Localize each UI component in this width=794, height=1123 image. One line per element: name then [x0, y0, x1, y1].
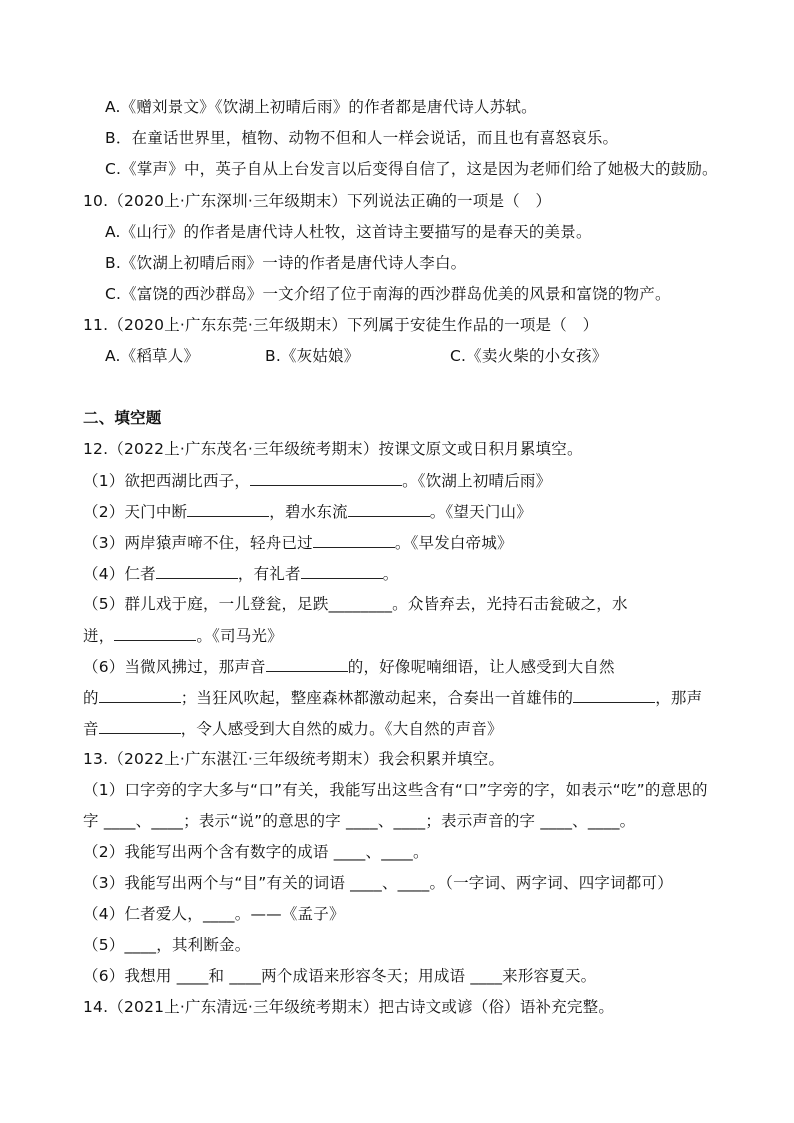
text-segment: （4）仁者	[83, 565, 156, 583]
q13-item-5: （5）____，其利断金。	[83, 936, 251, 954]
q13-item-4: （4）仁者爱人，____。——《孟子》	[83, 905, 345, 923]
answer-blank[interactable]	[187, 500, 269, 517]
q11-option-c: C.《卖火柴的小女孩》	[450, 347, 608, 365]
q11-option-a: A.《稻草人》	[105, 347, 200, 365]
text-segment: 。	[382, 565, 399, 583]
q10-option-c: C.《富饶的西沙群岛》一文介绍了位于南海的西沙群岛优美的风景和富饶的物产。	[105, 285, 671, 303]
q11-option-b: B.《灰姑娘》	[265, 347, 360, 365]
answer-blank[interactable]	[313, 531, 395, 548]
q13-item-3: （3）我能写出两个与“目”有关的词语 ____、____。（一字词、两字词、四字词都可）	[83, 874, 673, 892]
text-segment: 音	[83, 720, 99, 738]
text-segment: 。《早发白帝城》	[394, 534, 513, 552]
text-segment: （1）欲把西湖比西子，	[83, 472, 251, 490]
q13-item-1-line-1: （1）口字旁的字大多与“口”有关，我能写出这些含有“口”字旁的字，如表示“吃”的意思的	[83, 781, 708, 799]
answer-blank[interactable]	[301, 562, 383, 579]
q13-stem: 13.（2022上·广东湛江·三年级统考期末）我会积累并填空。	[83, 750, 505, 768]
text-segment: 迸，	[83, 627, 115, 645]
text-segment: 。《望天门山》	[429, 503, 532, 521]
text-segment: 。《饮湖上初晴后雨》	[402, 472, 552, 490]
text-segment: ，有礼者	[237, 565, 301, 583]
q12-item-6-line-3	[83, 717, 503, 740]
text-segment: ，令人感受到大自然的威力。《大自然的声音》	[180, 720, 503, 738]
text-segment: 的	[83, 689, 99, 707]
answer-blank[interactable]	[573, 686, 655, 703]
q11-stem: 11.（2020上·广东东莞·三年级期末）下列属于安徒生作品的一项是（ ）	[83, 316, 599, 334]
text-segment: 的，好像呢喃细语，让人感受到大自然	[347, 658, 615, 676]
q12-stem: 12.（2022上·广东茂名·三年级统考期末）按课文原文或日积月累填空。	[83, 440, 583, 458]
answer-blank[interactable]	[99, 717, 181, 734]
q12-item-5-line-1: （5）群儿戏于庭，一儿登瓮，足跌________。众皆弃去，光持石击瓮破之，水	[83, 595, 628, 613]
text-segment: （2）天门中断	[83, 503, 188, 521]
section-heading-fill-in: 二、填空题	[83, 409, 162, 427]
q13-item-1-line-2: 字 ____、____；表示“说”的意思的字 ____、____；表示声音的字 ____、____。	[83, 812, 636, 830]
text-segment: ；当狂风吹起，整座森林都激动起来，合奏出一首雄伟的	[180, 689, 574, 707]
answer-blank[interactable]	[250, 469, 402, 486]
q12-item-4	[83, 562, 398, 585]
q12-item-1	[83, 469, 551, 492]
text-segment: ，那声	[655, 689, 703, 707]
q9-option-b: B．在童话世界里，植物、动物不但和人一样会说话，而且也有喜怒哀乐。	[105, 129, 619, 147]
answer-blank[interactable]	[114, 624, 196, 641]
text-segment: ，碧水东流	[269, 503, 348, 521]
q12-item-2	[83, 500, 532, 523]
text-segment: 。《司马光》	[196, 627, 283, 645]
q13-item-6: （6）我想用 ____和 ____两个成语来形容冬天；用成语 ____来形容夏天。	[83, 967, 597, 985]
q12-item-3	[83, 531, 513, 554]
q10-option-b: B.《饮湖上初晴后雨》一诗的作者是唐代诗人李白。	[105, 254, 467, 272]
q12-item-6-line-1	[83, 655, 615, 678]
answer-blank[interactable]	[156, 562, 238, 579]
q9-option-c: C.《掌声》中，英子自从上台发言以后变得自信了，这是因为老师们给了她极大的鼓励。	[105, 160, 718, 178]
q12-item-6-line-2	[83, 686, 702, 709]
q10-stem: 10.（2020上·广东深圳·三年级期末）下列说法正确的一项是（ ）	[83, 192, 552, 210]
answer-blank[interactable]	[266, 655, 348, 672]
q14-stem: 14.（2021上·广东清远·三年级统考期末）把古诗文或谚（俗）语补充完整。	[83, 998, 615, 1016]
answer-blank[interactable]	[99, 686, 181, 703]
text-segment: （3）两岸猿声啼不住，轻舟已过	[83, 534, 313, 552]
q12-item-5-line-2	[83, 624, 283, 647]
text-segment: （6）当微风拂过，那声音	[83, 658, 266, 676]
q9-option-a: A.《赠刘景文》《饮湖上初晴后雨》的作者都是唐代诗人苏轼。	[105, 98, 537, 116]
q13-item-2: （2）我能写出两个含有数字的成语 ____、____。	[83, 843, 429, 861]
answer-blank[interactable]	[348, 500, 430, 517]
q10-option-a: A.《山行》的作者是唐代诗人杜牧，这首诗主要描写的是春天的美景。	[105, 223, 592, 241]
